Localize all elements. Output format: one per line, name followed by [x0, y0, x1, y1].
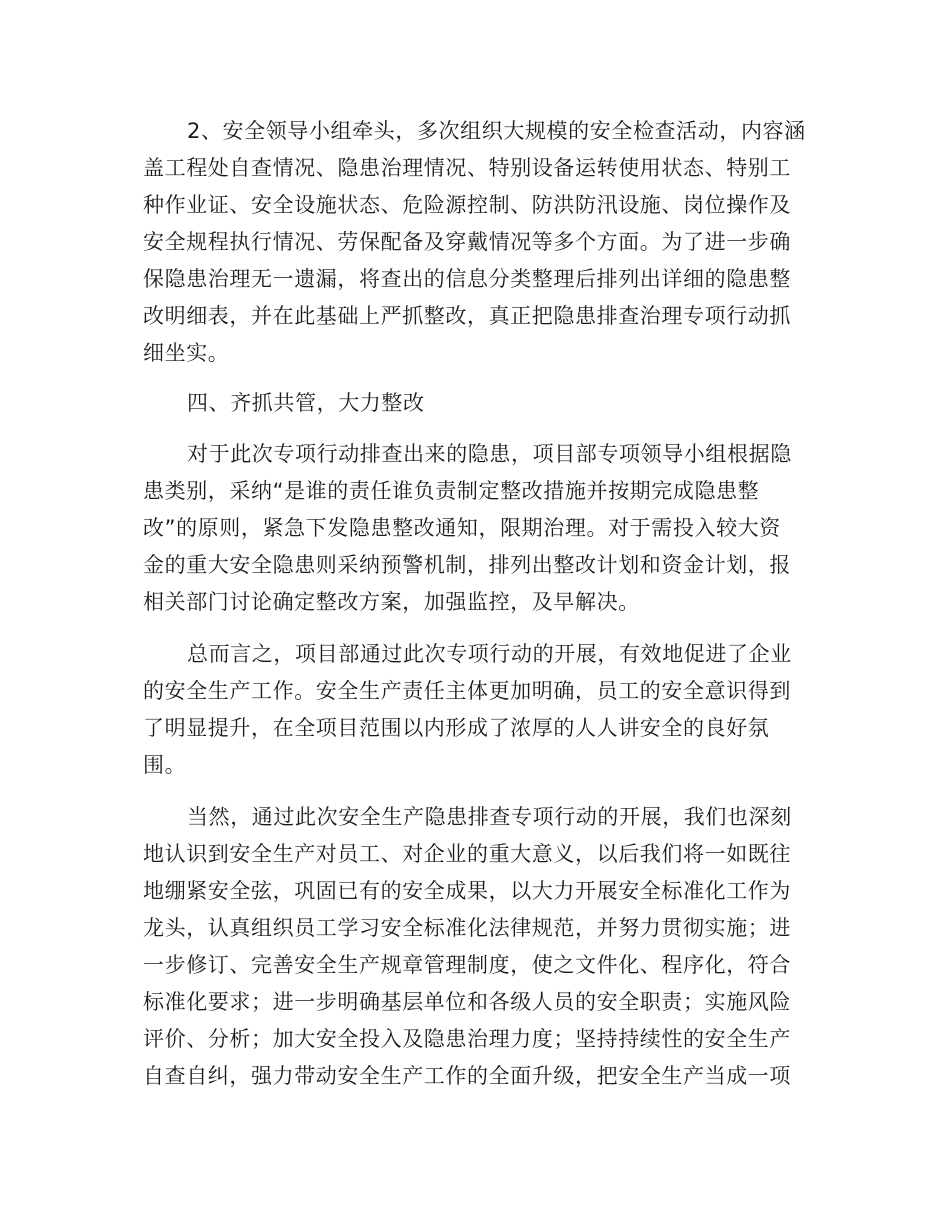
paragraph-line: 患类别，采纳“是谁的责任谁负责制定整改措施并按期完成隐患整	[143, 479, 760, 503]
paragraph-line: 改明细表，并在此基础上严抓整改，真正把隐患排查治理专项行动抓	[143, 304, 791, 328]
paragraph-line: 地认识到安全生产对员工、对企业的重大意义，以后我们将一如既往	[143, 842, 791, 866]
paragraph-line: 标准化要求；进一步明确基层单位和各级人员的安全职责；实施风险	[143, 990, 791, 1014]
paragraph-line: 自查自纠，强力带动安全生产工作的全面升级，把安全生产当成一项	[143, 1064, 791, 1088]
paragraph-rectification	[143, 436, 813, 621]
paragraph-line: 总而言之，项目部通过此次专项行动的开展，有效地促进了企业	[187, 642, 792, 666]
section-heading	[143, 385, 813, 422]
paragraph-future-plans	[143, 799, 813, 1095]
paragraph-safety-inspection	[143, 113, 813, 372]
paragraph-line: 保隐患治理无一遗漏，将查出的信息分类整理后排列出详细的隐患整	[143, 267, 791, 291]
paragraph-line: 当然，通过此次安全生产隐患排查专项行动的开展，我们也深刻	[187, 805, 792, 829]
paragraph-line: 安全规程执行情况、劳保配备及穿戴情况等多个方面。为了进一步确	[143, 230, 791, 254]
paragraph-line: 的安全生产工作。安全生产责任主体更加明确，员工的安全意识得到	[143, 679, 791, 703]
paragraph-line: 评价、分析；加大安全投入及隐患治理力度；坚持持续性的安全生产	[143, 1027, 791, 1051]
paragraph-summary	[143, 636, 813, 784]
paragraph-line: 相关部门讨论确定整改方案，加强监控，及早解决。	[143, 590, 640, 614]
paragraph-line: 了明显提升，在全项目范围以内形成了浓厚的人人讲安全的良好氛	[143, 716, 770, 740]
paragraph-line: 对于此次专项行动排查出来的隐患，项目部专项领导小组根据隐	[187, 442, 792, 466]
paragraph-line: 围。	[143, 753, 187, 777]
paragraph-line: 金的重大安全隐患则采纳预警机制，排列出整改计划和资金计划，报	[143, 553, 791, 577]
paragraph-line: 种作业证、安全设施状态、危险源控制、防洪防汛设施、岗位操作及	[143, 193, 791, 217]
paragraph-line: 改”的原则，紧急下发隐患整改通知，限期治理。对于需投入较大资	[143, 516, 781, 540]
paragraph-line: 盖工程处自查情况、隐患治理情况、特别设备运转使用状态、特别工	[143, 156, 791, 180]
heading-text: 四、齐抓共管，大力整改	[187, 391, 425, 415]
paragraph-line: 地绷紧安全弦，巩固已有的安全成果，以大力开展安全标准化工作为	[143, 879, 791, 903]
paragraph-line: 一步修订、完善安全生产规章管理制度，使之文件化、程序化，符合	[143, 953, 791, 977]
paragraph-line: 2、安全领导小组牵头，多次组织大规模的安全检查活动，内容涵	[187, 119, 806, 143]
paragraph-line: 龙头，认真组织员工学习安全标准化法律规范，并努力贯彻实施；进	[143, 916, 791, 940]
paragraph-line: 细坐实。	[143, 341, 230, 365]
